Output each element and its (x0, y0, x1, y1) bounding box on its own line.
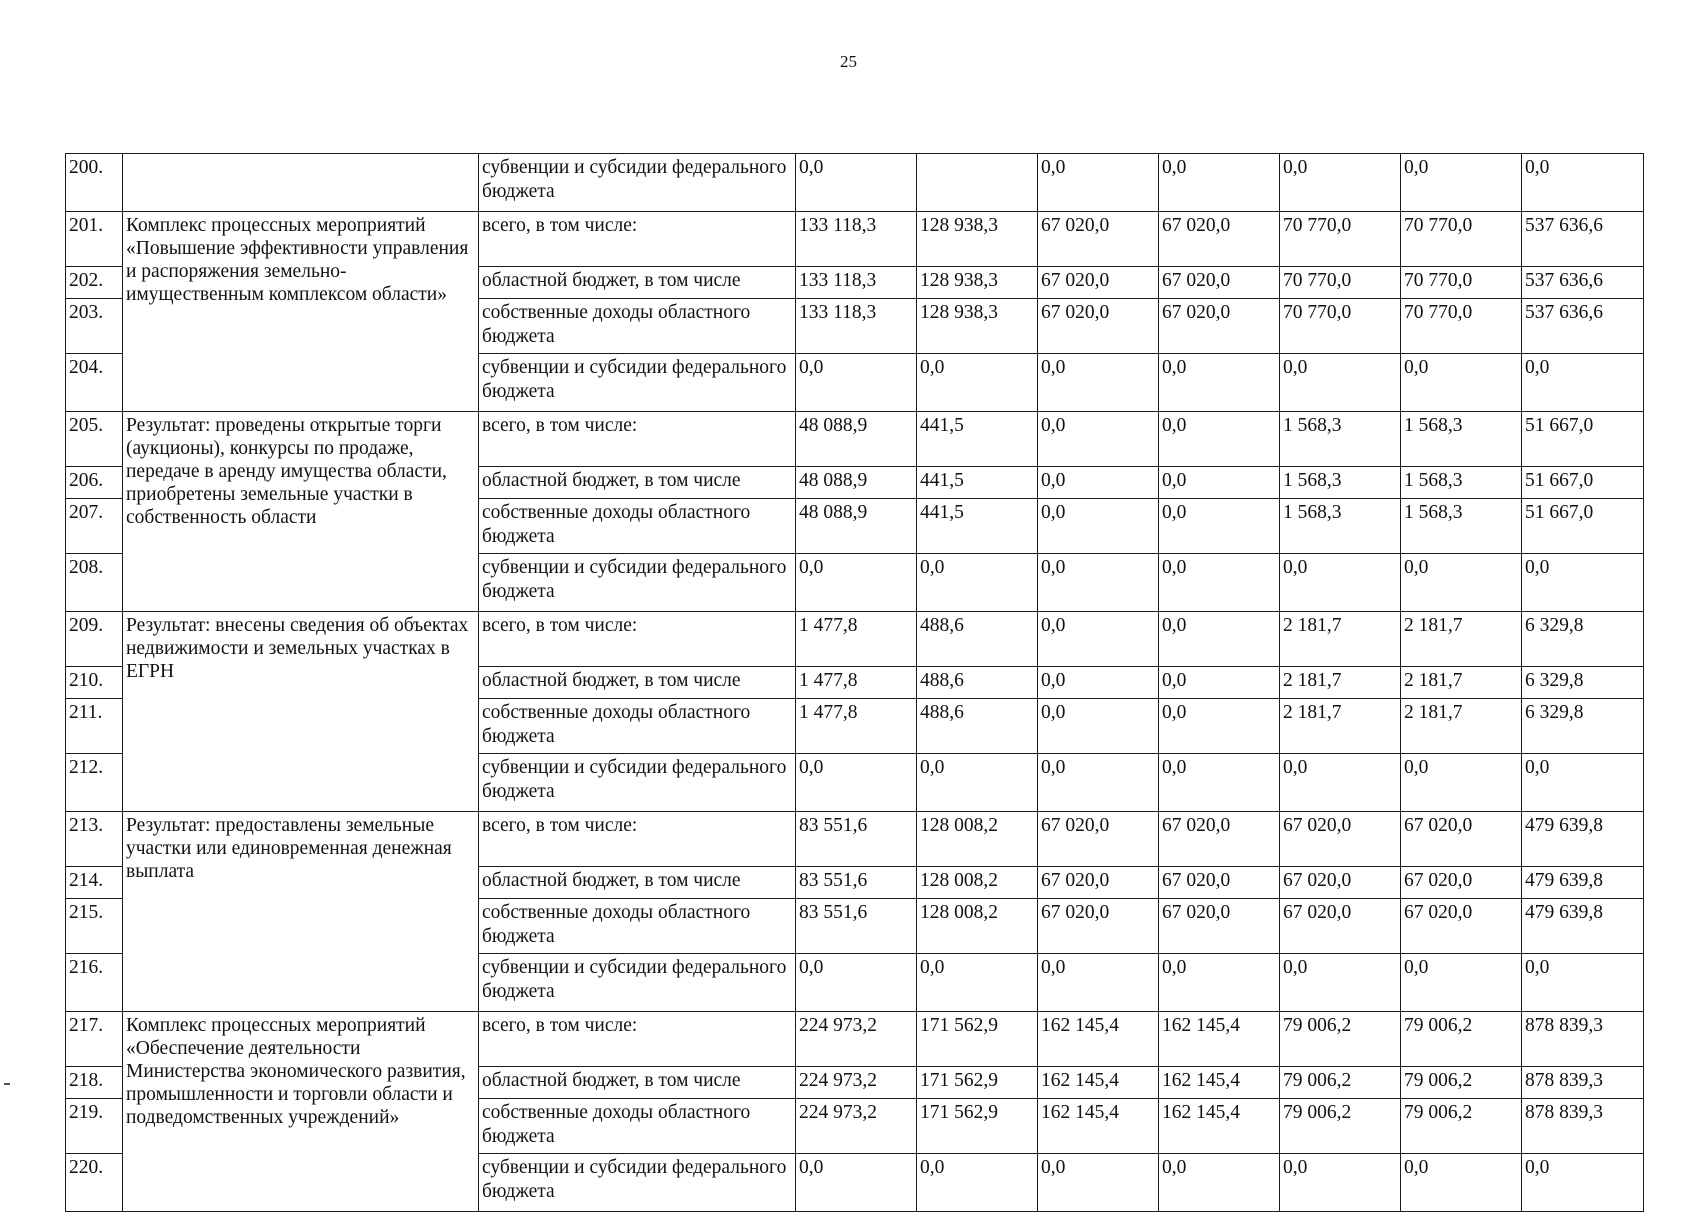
value-cell: 1 568,3 (1280, 499, 1401, 554)
value-cell: 128 008,2 (917, 867, 1038, 899)
value-cell: 0,0 (796, 1154, 917, 1212)
funding-source: всего, в том числе: (479, 612, 796, 667)
value-cell: 1 568,3 (1401, 412, 1522, 467)
value-cell: 441,5 (917, 467, 1038, 499)
row-number: 214. (66, 867, 123, 899)
value-cell: 133 118,3 (796, 267, 917, 299)
value-cell: 0,0 (1159, 154, 1280, 212)
funding-source: субвенции и субсидии федерального бюджета (479, 1154, 796, 1212)
row-number: 202. (66, 267, 123, 299)
row-number: 205. (66, 412, 123, 467)
value-cell: 878 839,3 (1522, 1099, 1644, 1154)
funding-source: всего, в том числе: (479, 812, 796, 867)
value-cell: 488,6 (917, 612, 1038, 667)
value-cell: 67 020,0 (1159, 867, 1280, 899)
activity-name: Комплекс процессных мероприятий «Повышение эффективности управления и распоряжения земельно-имущественным комплексом области» (123, 212, 479, 412)
value-cell: 0,0 (1159, 954, 1280, 1012)
table-body (66, 154, 1644, 1212)
value-cell: 479 639,8 (1522, 812, 1644, 867)
value-cell: 162 145,4 (1038, 1067, 1159, 1099)
value-cell: 67 020,0 (1280, 812, 1401, 867)
table-row (66, 812, 1644, 867)
value-cell: 0,0 (1159, 412, 1280, 467)
value-cell: 0,0 (796, 754, 917, 812)
value-cell: 67 020,0 (1159, 212, 1280, 267)
row-number: 209. (66, 612, 123, 667)
value-cell: 6 329,8 (1522, 667, 1644, 699)
row-number: 216. (66, 954, 123, 1012)
value-cell: 0,0 (1401, 754, 1522, 812)
value-cell: 0,0 (1401, 154, 1522, 212)
funding-source: областной бюджет, в том числе (479, 867, 796, 899)
value-cell: 224 973,2 (796, 1099, 917, 1154)
value-cell: 67 020,0 (1159, 899, 1280, 954)
funding-source: областной бюджет, в том числе (479, 467, 796, 499)
value-cell: 79 006,2 (1280, 1099, 1401, 1154)
value-cell: 0,0 (1038, 412, 1159, 467)
value-cell: 0,0 (1159, 1154, 1280, 1212)
value-cell: 70 770,0 (1401, 212, 1522, 267)
value-cell: 1 477,8 (796, 612, 917, 667)
value-cell: 128 938,3 (917, 299, 1038, 354)
value-cell: 67 020,0 (1038, 212, 1159, 267)
value-cell: 67 020,0 (1038, 267, 1159, 299)
funding-source: субвенции и субсидии федерального бюджета (479, 154, 796, 212)
value-cell: 1 568,3 (1280, 412, 1401, 467)
activity-name-cell (123, 154, 479, 212)
value-cell: 162 145,4 (1159, 1012, 1280, 1067)
value-cell: 128 938,3 (917, 267, 1038, 299)
value-cell: 171 562,9 (917, 1067, 1038, 1099)
value-cell: 0,0 (1038, 154, 1159, 212)
value-cell: 67 020,0 (1038, 867, 1159, 899)
value-cell: 0,0 (1038, 499, 1159, 554)
value-cell: 1 568,3 (1280, 467, 1401, 499)
value-cell: 0,0 (1038, 667, 1159, 699)
value-cell: 67 020,0 (1280, 867, 1401, 899)
value-cell: 70 770,0 (1280, 299, 1401, 354)
value-cell: 171 562,9 (917, 1099, 1038, 1154)
value-cell: 2 181,7 (1280, 667, 1401, 699)
value-cell: 0,0 (1038, 699, 1159, 754)
value-cell: 67 020,0 (1038, 812, 1159, 867)
value-cell: 224 973,2 (796, 1012, 917, 1067)
value-cell: 1 568,3 (1401, 499, 1522, 554)
value-cell: 162 145,4 (1038, 1012, 1159, 1067)
value-cell: 0,0 (917, 1154, 1038, 1212)
value-cell: 70 770,0 (1280, 267, 1401, 299)
value-cell: 83 551,6 (796, 812, 917, 867)
value-cell: 0,0 (1401, 954, 1522, 1012)
funding-source: субвенции и субсидии федерального бюджета (479, 354, 796, 412)
value-cell: 79 006,2 (1401, 1099, 1522, 1154)
funding-source: собственные доходы областного бюджета (479, 699, 796, 754)
funding-source: собственные доходы областного бюджета (479, 899, 796, 954)
row-number: 204. (66, 354, 123, 412)
value-cell: 79 006,2 (1401, 1012, 1522, 1067)
value-cell: 0,0 (1038, 612, 1159, 667)
value-cell: 0,0 (1038, 467, 1159, 499)
value-cell: 0,0 (796, 554, 917, 612)
value-cell: 0,0 (1159, 612, 1280, 667)
value-cell: 0,0 (1159, 667, 1280, 699)
value-cell: 48 088,9 (796, 412, 917, 467)
value-cell: 537 636,6 (1522, 299, 1644, 354)
value-cell: 2 181,7 (1280, 699, 1401, 754)
value-cell: 2 181,7 (1401, 612, 1522, 667)
value-cell: 51 667,0 (1522, 499, 1644, 554)
value-cell: 0,0 (796, 354, 917, 412)
value-cell: 0,0 (1159, 754, 1280, 812)
value-cell: 79 006,2 (1401, 1067, 1522, 1099)
table-row (66, 1012, 1644, 1067)
funding-source: субвенции и субсидии федерального бюджета (479, 954, 796, 1012)
row-number: 200. (66, 154, 123, 212)
value-cell: 0,0 (917, 954, 1038, 1012)
table-row (66, 154, 1644, 212)
value-cell: 878 839,3 (1522, 1012, 1644, 1067)
value-cell: 67 020,0 (1038, 899, 1159, 954)
funding-source: всего, в том числе: (479, 1012, 796, 1067)
value-cell: 537 636,6 (1522, 212, 1644, 267)
funding-source: всего, в том числе: (479, 412, 796, 467)
value-cell: 51 667,0 (1522, 412, 1644, 467)
funding-source: субвенции и субсидии федерального бюджета (479, 754, 796, 812)
page-number: 25 (840, 52, 857, 71)
value-cell: 0,0 (796, 954, 917, 1012)
value-cell: 162 145,4 (1159, 1067, 1280, 1099)
value-cell: 0,0 (1280, 1154, 1401, 1212)
budget-table (65, 153, 1644, 1212)
value-cell: 2 181,7 (1401, 667, 1522, 699)
value-cell: 162 145,4 (1038, 1099, 1159, 1154)
value-cell: 0,0 (1159, 354, 1280, 412)
value-cell: 0,0 (1401, 354, 1522, 412)
row-number: 210. (66, 667, 123, 699)
funding-source: областной бюджет, в том числе (479, 667, 796, 699)
value-cell: 0,0 (917, 554, 1038, 612)
funding-source: собственные доходы областного бюджета (479, 1099, 796, 1154)
value-cell: 67 020,0 (1159, 812, 1280, 867)
funding-source: всего, в том числе: (479, 212, 796, 267)
value-cell: 171 562,9 (917, 1012, 1038, 1067)
value-cell: 48 088,9 (796, 499, 917, 554)
margin-mark (4, 1083, 10, 1085)
value-cell: 70 770,0 (1401, 299, 1522, 354)
value-cell: 488,6 (917, 667, 1038, 699)
row-number: 206. (66, 467, 123, 499)
value-cell: 0,0 (1522, 154, 1644, 212)
value-cell: 0,0 (1522, 1154, 1644, 1212)
activity-name: Результат: внесены сведения об объектах недвижимости и земельных участках в ЕГРН (123, 612, 479, 812)
value-cell: 133 118,3 (796, 299, 917, 354)
row-number: 203. (66, 299, 123, 354)
row-number: 207. (66, 499, 123, 554)
row-number: 208. (66, 554, 123, 612)
value-cell: 0,0 (1280, 954, 1401, 1012)
row-number: 211. (66, 699, 123, 754)
value-cell: 2 181,7 (1401, 699, 1522, 754)
value-cell: 67 020,0 (1401, 812, 1522, 867)
value-cell: 0,0 (1038, 954, 1159, 1012)
value-cell: 0,0 (1159, 467, 1280, 499)
value-cell: 67 020,0 (1401, 899, 1522, 954)
value-cell: 0,0 (1038, 354, 1159, 412)
value-cell: 0,0 (1038, 754, 1159, 812)
value-cell: 0,0 (1522, 754, 1644, 812)
row-number: 219. (66, 1099, 123, 1154)
value-cell: 67 020,0 (1159, 267, 1280, 299)
value-cell: 0,0 (1280, 154, 1401, 212)
row-number: 215. (66, 899, 123, 954)
row-number: 220. (66, 1154, 123, 1212)
row-number: 217. (66, 1012, 123, 1067)
value-cell: 0,0 (1280, 754, 1401, 812)
value-cell: 0,0 (1159, 499, 1280, 554)
funding-source: областной бюджет, в том числе (479, 267, 796, 299)
value-cell: 48 088,9 (796, 467, 917, 499)
value-cell: 128 938,3 (917, 212, 1038, 267)
value-cell (917, 154, 1038, 212)
value-cell: 441,5 (917, 499, 1038, 554)
value-cell: 0,0 (1522, 354, 1644, 412)
value-cell: 162 145,4 (1159, 1099, 1280, 1154)
row-number: 201. (66, 212, 123, 267)
value-cell: 1 568,3 (1401, 467, 1522, 499)
value-cell: 479 639,8 (1522, 867, 1644, 899)
funding-source: субвенции и субсидии федерального бюджета (479, 554, 796, 612)
value-cell: 0,0 (1522, 954, 1644, 1012)
value-cell: 6 329,8 (1522, 612, 1644, 667)
value-cell: 0,0 (917, 354, 1038, 412)
value-cell: 878 839,3 (1522, 1067, 1644, 1099)
row-number: 212. (66, 754, 123, 812)
value-cell: 133 118,3 (796, 212, 917, 267)
value-cell: 83 551,6 (796, 867, 917, 899)
value-cell: 0,0 (1280, 354, 1401, 412)
value-cell: 0,0 (1280, 554, 1401, 612)
value-cell: 0,0 (1159, 554, 1280, 612)
table-row (66, 612, 1644, 667)
value-cell: 537 636,6 (1522, 267, 1644, 299)
funding-source: областной бюджет, в том числе (479, 1067, 796, 1099)
value-cell: 441,5 (917, 412, 1038, 467)
value-cell: 83 551,6 (796, 899, 917, 954)
value-cell: 479 639,8 (1522, 899, 1644, 954)
value-cell: 0,0 (1038, 1154, 1159, 1212)
activity-name: Комплекс процессных мероприятий «Обеспечение деятельности Министерства экономического развития, промышленности и торговли области и подведомственных учреждений» (123, 1012, 479, 1212)
value-cell: 0,0 (796, 154, 917, 212)
value-cell: 2 181,7 (1280, 612, 1401, 667)
row-number: 218. (66, 1067, 123, 1099)
row-number: 213. (66, 812, 123, 867)
activity-name: Результат: проведены открытые торги (аукционы), конкурсы по продаже, передаче в аренду имущества области, приобретены земельные участки в собственность области (123, 412, 479, 612)
value-cell: 67 020,0 (1280, 899, 1401, 954)
table-row (66, 212, 1644, 267)
value-cell: 6 329,8 (1522, 699, 1644, 754)
value-cell: 0,0 (1159, 699, 1280, 754)
value-cell: 67 020,0 (1159, 299, 1280, 354)
value-cell: 0,0 (917, 754, 1038, 812)
value-cell: 70 770,0 (1280, 212, 1401, 267)
value-cell: 51 667,0 (1522, 467, 1644, 499)
activity-name: Результат: предоставлены земельные участки или единовременная денежная выплата (123, 812, 479, 1012)
value-cell: 128 008,2 (917, 899, 1038, 954)
funding-source: собственные доходы областного бюджета (479, 299, 796, 354)
value-cell: 67 020,0 (1401, 867, 1522, 899)
value-cell: 67 020,0 (1038, 299, 1159, 354)
value-cell: 1 477,8 (796, 667, 917, 699)
value-cell: 0,0 (1038, 554, 1159, 612)
value-cell: 70 770,0 (1401, 267, 1522, 299)
table-row (66, 412, 1644, 467)
value-cell: 224 973,2 (796, 1067, 917, 1099)
value-cell: 0,0 (1401, 1154, 1522, 1212)
funding-source: собственные доходы областного бюджета (479, 499, 796, 554)
value-cell: 488,6 (917, 699, 1038, 754)
value-cell: 79 006,2 (1280, 1012, 1401, 1067)
value-cell: 128 008,2 (917, 812, 1038, 867)
value-cell: 0,0 (1522, 554, 1644, 612)
value-cell: 0,0 (1401, 554, 1522, 612)
value-cell: 1 477,8 (796, 699, 917, 754)
value-cell: 79 006,2 (1280, 1067, 1401, 1099)
